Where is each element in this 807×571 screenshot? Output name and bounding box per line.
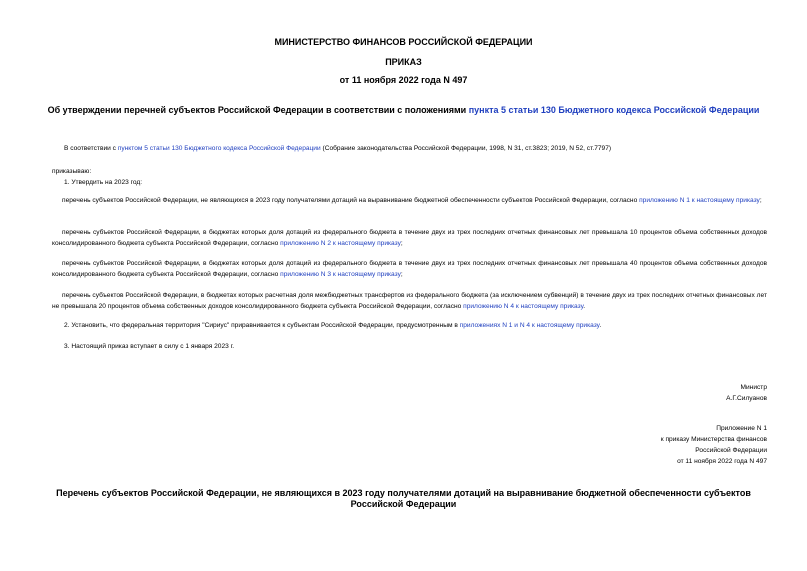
item-2-end: . (599, 322, 602, 329)
appendix-1-link[interactable]: приложению N 1 к настоящему приказу (639, 197, 760, 204)
preamble-law-link[interactable]: пунктом 5 статьи 130 Бюджетного кодекса Российской Федерации (117, 145, 321, 152)
item-2-text: 2. Установить, что федеральная территория "Сириус" приравнивается к субъектам Российской Федерации, предусмотренным в (64, 322, 460, 329)
item-2 (64, 320, 767, 331)
appendix-4-link[interactable]: приложению N 4 к настоящему приказу (463, 303, 584, 310)
item-3: 3. Настоящий приказ вступает в силу с 1 января 2023 г. (64, 343, 235, 350)
list-item-2 (52, 227, 767, 249)
appendix-date: от 11 ноября 2022 года N 497 (677, 458, 767, 465)
appendix-federation: Российской Федерации (695, 447, 767, 454)
list-item-4 (52, 290, 767, 312)
list-item-1-end: ; (759, 197, 762, 204)
appendix-title: Перечень субъектов Российской Федерации, не являющихся в 2023 году получателями дотаций на выравнивание бюджетной обеспеченности субъектов Российской Федерации (56, 488, 751, 509)
list-item-1 (52, 195, 767, 206)
appendix-2-link[interactable]: приложению N 2 к настоящему приказу (280, 240, 401, 247)
list-item-3 (52, 258, 767, 280)
title-law-link[interactable]: пункта 5 статьи 130 Бюджетного кодекса Российской Федерации (468, 105, 760, 115)
appendix-order-ref: к приказу Министерства финансов (660, 436, 767, 443)
date-number-heading: от 11 ноября 2022 года N 497 (339, 75, 468, 85)
document-title (0, 105, 807, 115)
appendix-3-link[interactable]: приложению N 3 к настоящему приказу (280, 271, 401, 278)
doc-type-heading: ПРИКАЗ (385, 57, 422, 67)
preamble (64, 143, 767, 154)
signature-position: Министр (740, 384, 767, 391)
list-item-2-end: ; (400, 240, 403, 247)
list-item-3-end: ; (400, 271, 403, 278)
preamble-prefix: В соответствии с (64, 145, 118, 152)
list-item-2-text: перечень субъектов Российской Федерации, в бюджетах которых доля дотаций из федерального бюджета в течение двух из трех последних отчетных финансовых лет превышала 10 процентов объема собственных доходов консолидированного бюджета субъекта Российской Федерации, согласно (52, 229, 767, 247)
list-item-4-end: . (583, 303, 586, 310)
appendix-1-4-link[interactable]: приложениях N 1 и N 4 к настоящему приказу (459, 322, 600, 329)
list-item-1-text: перечень субъектов Российской Федерации, не являющихся в 2023 году получателями дотаций на выравнивание бюджетной обеспеченности субъектов Российской Федерации, согласно (62, 197, 640, 204)
appendix-label: Приложение N 1 (716, 425, 767, 432)
list-item-3-text: перечень субъектов Российской Федерации, в бюджетах которых доля дотаций из федерального бюджета в течение двух из трех последних отчетных финансовых лет превышала 40 процентов объема собственных доходов консолидированного бюджета субъекта Российской Федерации, согласно (52, 260, 767, 278)
ministry-heading: МИНИСТЕРСТВО ФИНАНСОВ РОССИЙСКОЙ ФЕДЕРАЦИИ (274, 37, 533, 47)
title-text: Об утверждении перечней субъектов Российской Федерации в соответствии с положениями (47, 105, 469, 115)
item-1: 1. Утвердить на 2023 год: (64, 179, 143, 186)
signature-name: А.Г.Силуанов (726, 395, 767, 402)
preamble-suffix: (Собрание законодательства Российской Федерации, 1998, N 31, ст.3823; 2019, N 52, ст.7797) (320, 145, 612, 152)
order-word: приказываю: (52, 168, 92, 175)
list-item-4-text: перечень субъектов Российской Федерации, в бюджетах которых расчетная доля межбюджетных трансфертов из федерального бюджета (за исключением субвенций) в течение двух из трех последних отчетных финансовых лет не превышала 20 процентов объема собственных доходов консолидированного бюджета субъекта Российской Федерации, согласно (52, 292, 767, 310)
